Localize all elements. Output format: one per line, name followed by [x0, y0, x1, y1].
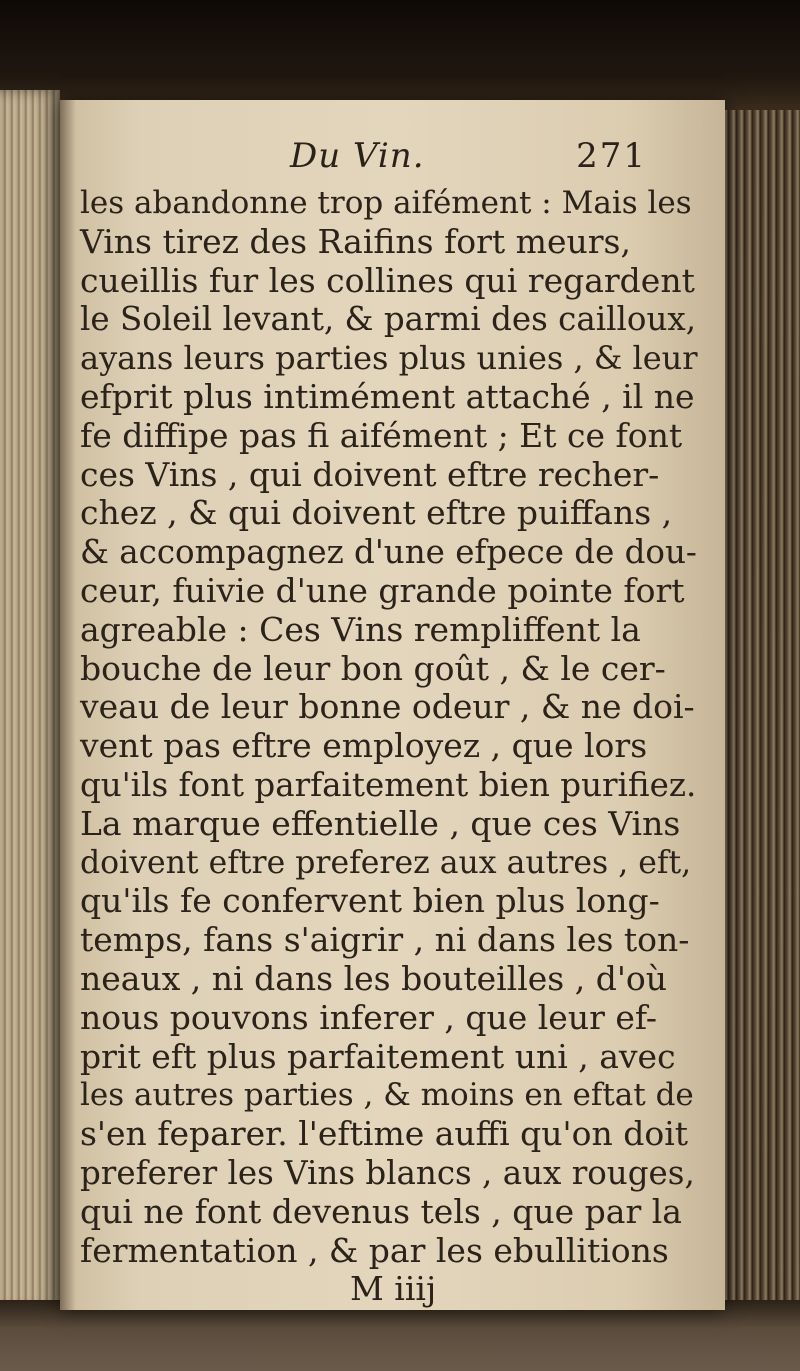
dark-background-top: [0, 0, 800, 110]
text-line: le Soleil levant, & parmi des cailloux,: [80, 300, 697, 339]
text-line: les abandonne trop aifément : Mais les: [80, 185, 692, 221]
text-line: temps, fans s'aigrir , ni dans les ton-: [80, 920, 690, 960]
text-line: qu'ils font parfaitement bien purifiez.: [80, 765, 697, 804]
text-line: preferer les Vins blancs , aux rouges,: [80, 1153, 695, 1192]
text-line: nous pouvons inferer , que leur ef-: [80, 997, 658, 1037]
running-header: [130, 136, 685, 180]
text-line: & accompagnez d'une efpece de dou-: [80, 533, 697, 572]
book-page: [60, 100, 725, 1310]
text-line: ces Vins , qui doivent eftre recher-: [80, 454, 660, 494]
text-line: fe diffipe pas fi aifément ; Et ce font: [80, 415, 683, 455]
right-page-edges: [720, 110, 800, 1310]
left-page-edges: [0, 90, 60, 1310]
text-line: Vins tirez des Raifins fort meurs,: [80, 221, 631, 261]
text-line: les autres parties , & moins en eftat de: [80, 1077, 694, 1114]
text-line: ceur, fuivie d'une grande pointe fort: [80, 570, 685, 610]
text-line: agreable : Ces Vins rempliffent la: [80, 609, 641, 649]
text-line: qu'ils fe confervent bien plus long-: [80, 881, 660, 921]
signature-mark: M iiij: [350, 1269, 437, 1309]
page-gutter-shadow: [60, 100, 76, 1310]
text-line: veau de leur bonne odeur , & ne doi-: [80, 687, 695, 727]
text-line: La marque effentielle , que ces Vins: [80, 803, 681, 843]
text-line: prit eft plus parfaitement uni , avec: [80, 1036, 676, 1076]
text-line: chez , & qui doivent eftre puiffans ,: [80, 493, 673, 533]
table-surface: [0, 1300, 800, 1371]
text-line: doivent eftre preferez aux autres , eft,: [80, 844, 692, 881]
page-body-text: [80, 184, 700, 1309]
text-line: neaux , ni dans les bouteilles , d'où: [80, 958, 668, 998]
text-line: ayans leurs parties plus unies , & leur: [80, 339, 698, 378]
text-line: cueillis fur les collines qui regardent: [80, 260, 695, 300]
running-title: Du Vin.: [290, 136, 425, 176]
text-line: vent pas eftre employez , que lors: [80, 726, 648, 766]
text-line: qui ne font devenus tels , que par la: [80, 1191, 682, 1231]
page-number: 271: [576, 136, 647, 176]
text-line: s'en feparer. l'eftime auffi qu'on doit: [80, 1114, 689, 1154]
text-line: efprit plus intimément attaché , il ne: [80, 376, 695, 416]
text-line: bouche de leur bon goût , & le cer-: [80, 648, 666, 688]
text-line: fermentation , & par les ebullitions: [80, 1230, 669, 1270]
